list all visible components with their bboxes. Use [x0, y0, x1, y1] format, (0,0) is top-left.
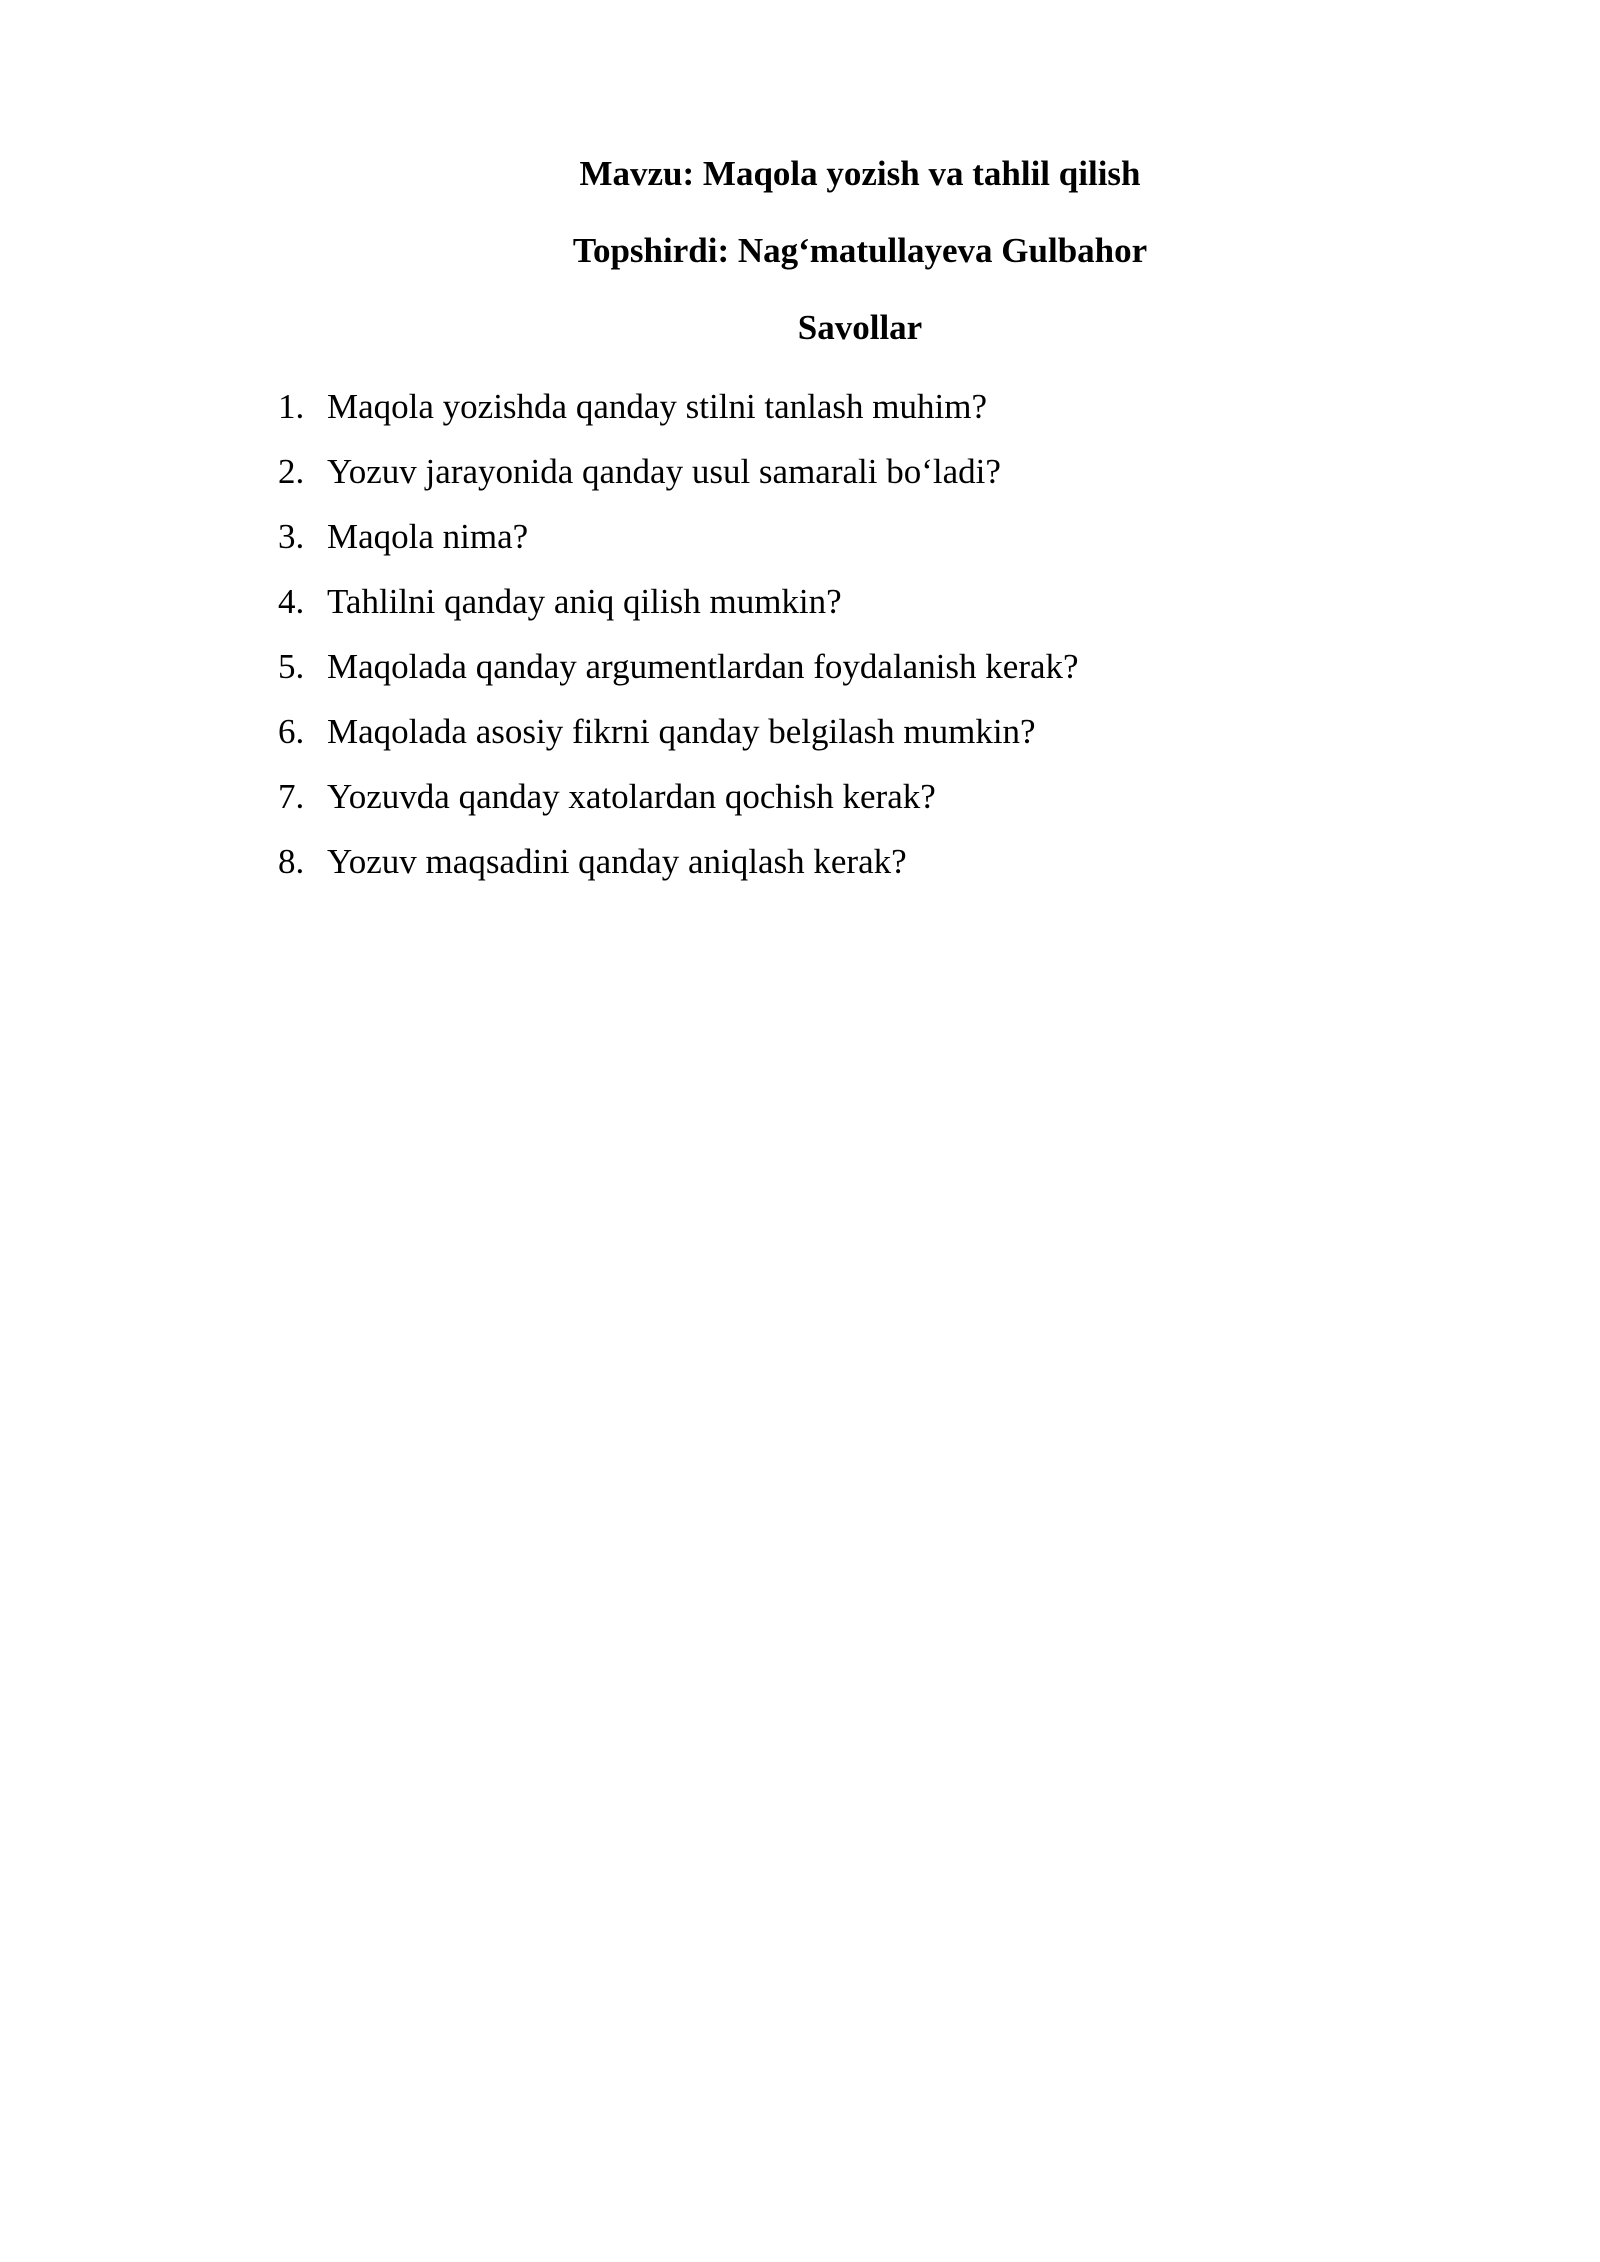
question-number: 1.	[278, 387, 305, 426]
question-number: 6.	[278, 712, 305, 751]
question-number: 8.	[278, 842, 305, 881]
question-text: Yozuv jarayonida qanday usul samarali bo‘ladi?	[327, 452, 1001, 491]
question-text: Maqolada asosiy fikrni qanday belgilash mumkin?	[327, 712, 1036, 751]
question-number: 4.	[278, 582, 305, 621]
question-text: Yozuvda qanday xatolardan qochish kerak?	[327, 777, 936, 816]
question-text: Maqolada qanday argumentlardan foydalanish kerak?	[327, 647, 1079, 686]
questions-heading: Savollar	[797, 308, 923, 347]
question-text: Tahlilni qanday aniq qilish mumkin?	[327, 582, 842, 621]
question-text: Maqola yozishda qanday stilni tanlash muhim?	[327, 387, 988, 426]
question-text: Yozuv maqsadini qanday aniqlash kerak?	[327, 842, 907, 881]
question-number: 2.	[278, 452, 305, 491]
question-text: Maqola nima?	[327, 517, 529, 556]
document-title: Mavzu: Maqola yozish va tahlil qilish	[579, 154, 1141, 193]
question-number: 5.	[278, 647, 305, 686]
question-number: 3.	[278, 517, 305, 556]
author-line: Topshirdi: Nag‘matullayeva Gulbahor	[572, 231, 1148, 270]
question-number: 7.	[278, 777, 305, 816]
